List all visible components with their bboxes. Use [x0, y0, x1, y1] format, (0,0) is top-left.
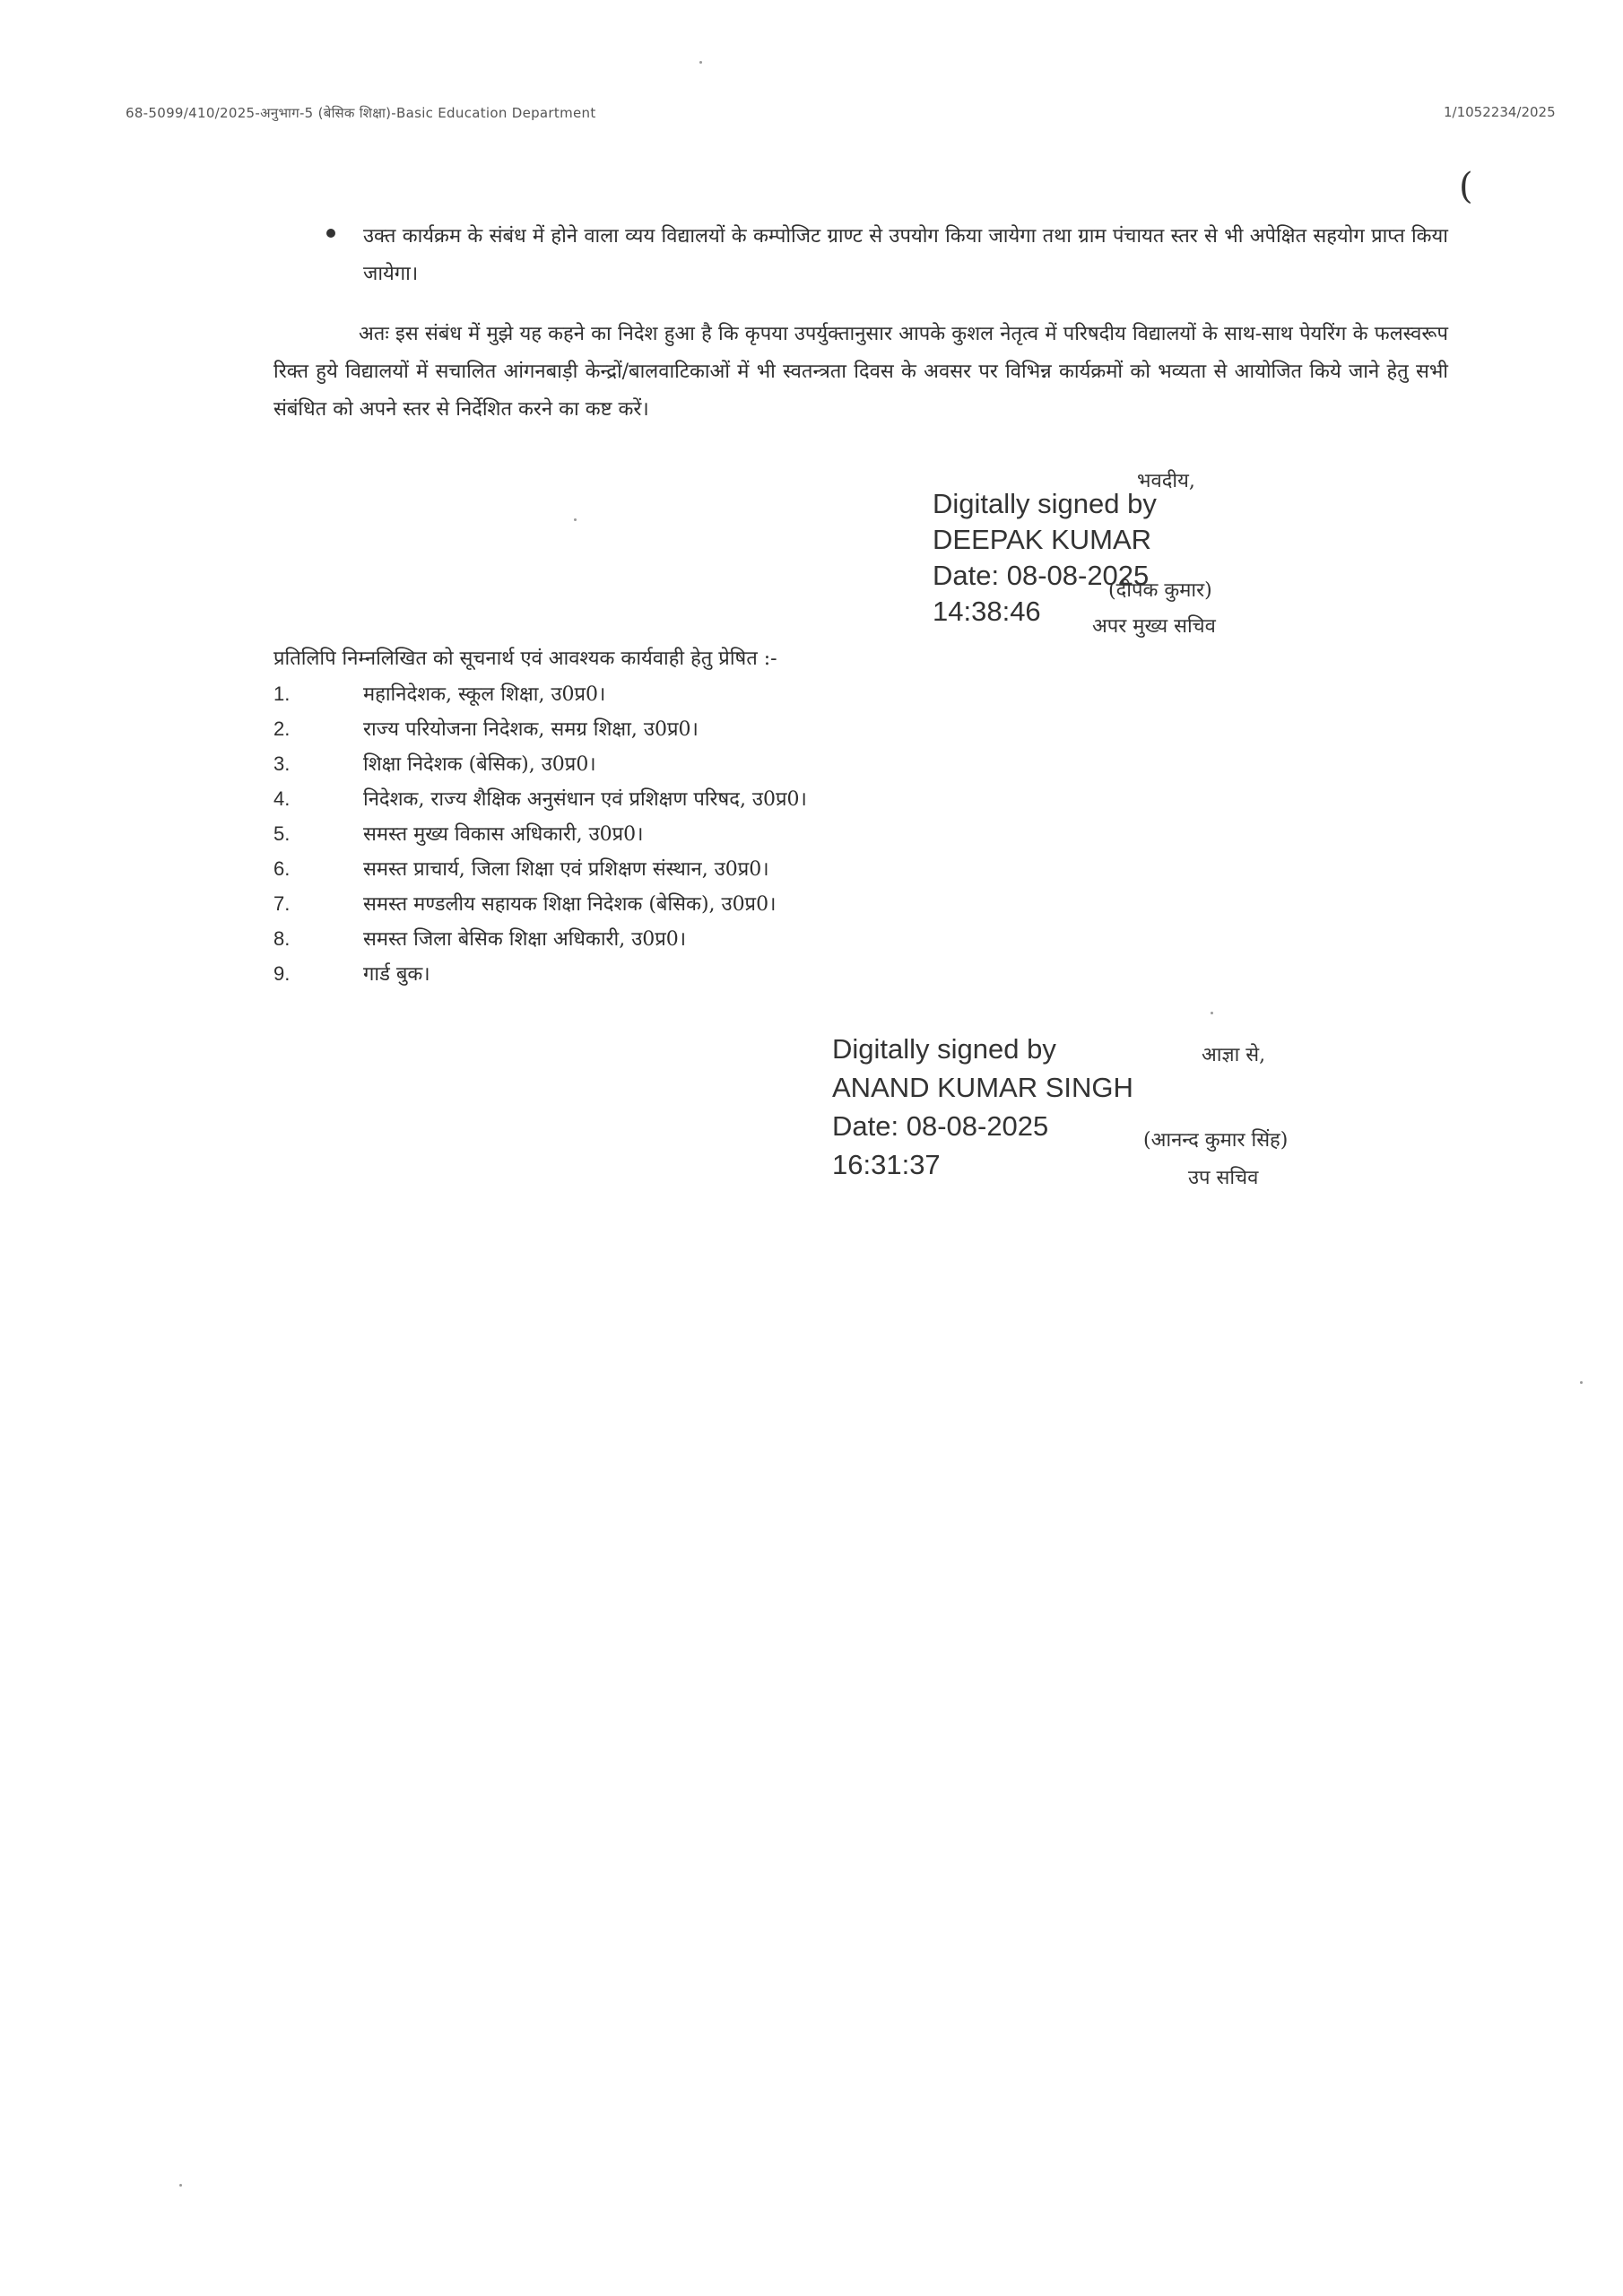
- scan-speck: [1211, 1012, 1213, 1014]
- signature2-designation: उप सचिव: [1188, 1167, 1259, 1189]
- cc-item-text: गार्ड बुक।: [363, 963, 430, 986]
- cc-item-number: 7.: [273, 892, 291, 915]
- signature2-name-hindi: (आनन्द कुमार सिंह): [1143, 1129, 1289, 1152]
- cc-item-text: समस्त मुख्य विकास अधिकारी, उ0प्र0।: [363, 823, 644, 846]
- signature1-time: 14:38:46: [933, 596, 1041, 627]
- bullet-icon: [326, 229, 335, 238]
- signature2-salutation: आज्ञा से,: [1202, 1044, 1266, 1066]
- signature1-signed-by-label: Digitally signed by: [933, 488, 1157, 519]
- cc-list-item: [273, 680, 605, 707]
- cc-list-item: [273, 855, 769, 882]
- cc-item-number: 8.: [273, 927, 291, 950]
- scan-speck: [179, 2184, 182, 2187]
- signature1-designation: अपर मुख्य सचिव: [1092, 615, 1216, 638]
- signature2-date: Date: 08-08-2025: [832, 1110, 1049, 1142]
- page-reference-number: 1/1052234/2025: [1444, 104, 1556, 120]
- signature1-name: DEEPAK KUMAR: [933, 524, 1152, 555]
- scan-speck: [699, 61, 702, 64]
- margin-bracket-mark: (: [1459, 166, 1473, 207]
- cc-list-item: [273, 785, 807, 812]
- cc-item-text: समस्त मण्डलीय सहायक शिक्षा निदेशक (बेसिक), उ0प्र0।: [363, 893, 777, 916]
- cc-item-number: 2.: [273, 718, 291, 740]
- cc-item-text: महानिदेशक, स्कूल शिक्षा, उ0प्र0।: [363, 683, 606, 706]
- cc-item-text: समस्त प्राचार्य, जिला शिक्षा एवं प्रशिक्षण संस्थान, उ0प्र0।: [363, 858, 769, 881]
- signature2-signed-by-label: Digitally signed by: [832, 1033, 1056, 1065]
- cc-item-text: शिक्षा निदेशक (बेसिक), उ0प्र0।: [363, 753, 596, 776]
- signature1-name-hindi: (दीपक कुमार): [1108, 579, 1212, 602]
- scan-speck: [574, 518, 577, 521]
- cc-item-number: 5.: [273, 822, 291, 845]
- signature2-time: 16:31:37: [832, 1149, 941, 1180]
- signature1-salutation: भवदीय,: [1137, 470, 1195, 492]
- cc-item-number: 3.: [273, 752, 291, 775]
- cc-item-number: 1.: [273, 683, 291, 705]
- cc-intro-line: प्रतिलिपि निम्नलिखित को सूचनार्थ एवं आवश्यक कार्यवाही हेतु प्रेषित :-: [273, 648, 777, 670]
- cc-list-item: [273, 750, 596, 777]
- cc-list-item: [273, 925, 686, 952]
- cc-item-text: समस्त जिला बेसिक शिक्षा अधिकारी, उ0प्र0।: [363, 928, 687, 951]
- scan-speck: [1580, 1381, 1583, 1384]
- cc-item-text: राज्य परियोजना निदेशक, समग्र शिक्षा, उ0प्र0।: [363, 718, 699, 741]
- cc-list-item: [273, 715, 699, 742]
- bullet-point-text: उक्त कार्यक्रम के संबंध में होने वाला व्यय विद्यालयों के कम्पोजिट ग्राण्ट से उपयोग किया जायेगा तथा ग्राम पंचायत स्तर से भी अपेक्षित सहयोग प्राप्त किया जायेगा।: [363, 225, 1448, 285]
- signature2-name: ANAND KUMAR SINGH: [832, 1072, 1133, 1103]
- cc-list-item: [273, 890, 776, 917]
- cc-item-number: 9.: [273, 962, 291, 985]
- cc-item-number: 6.: [273, 857, 291, 880]
- file-reference-header: 68-5099/410/2025-अनुभाग-5 (बेसिक शिक्षा)-Basic Education Department: [126, 105, 596, 121]
- body-paragraph: अतः इस संबंध में मुझे यह कहने का निदेश हुआ है कि कृपया उपर्युक्तानुसार आपके कुशल नेतृत्व में परिषदीय विद्यालयों के साथ-साथ पेयरिंग के फलस्वरूप रिक्त हुये विद्यालयों में सचालित आंगनबाड़ी केन्द्रों/बालवाटिकाओं में भी स्वतन्त्रता दिवस के अवसर पर विभिन्न कार्यक्रमों को भव्यता से आयोजित किये जाने हेतु सभी संबंधित को अपने स्तर से निर्देशित करने का कष्ट करें।: [273, 323, 1448, 421]
- cc-list-item: [273, 960, 430, 987]
- cc-list-item: [273, 820, 644, 847]
- cc-item-text: निदेशक, राज्य शैक्षिक अनुसंधान एवं प्रशिक्षण परिषद, उ0प्र0।: [363, 788, 807, 811]
- cc-item-number: 4.: [273, 787, 291, 810]
- signature1-date: Date: 08-08-2025: [933, 560, 1150, 591]
